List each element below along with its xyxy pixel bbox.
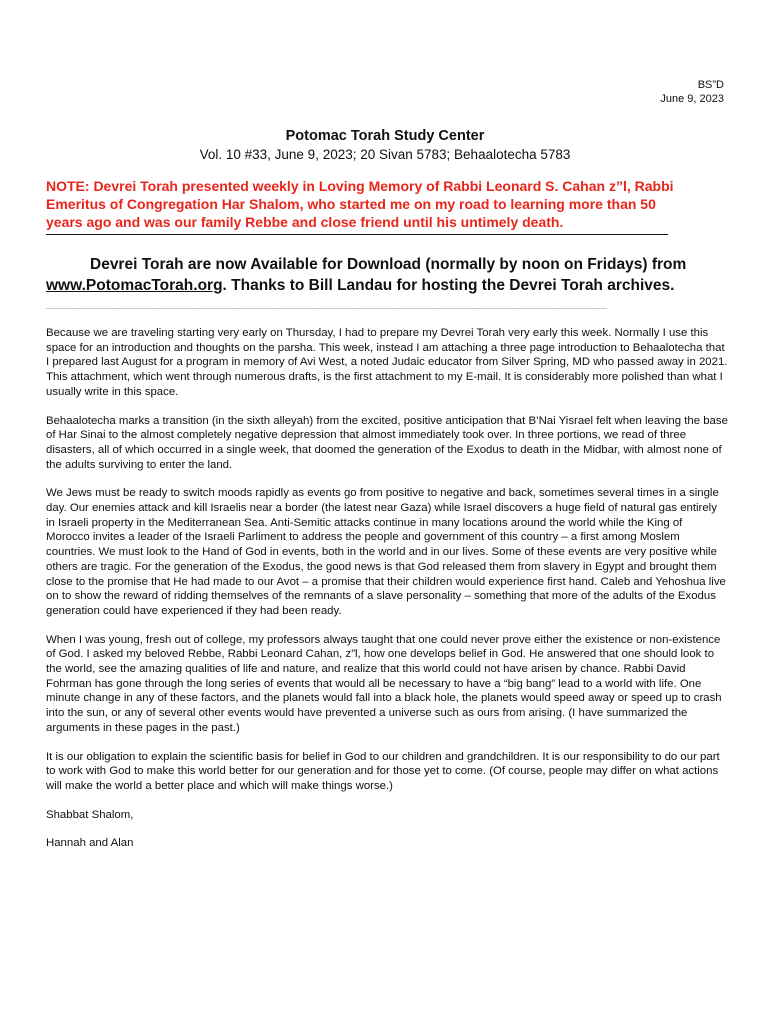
- divider-line: [46, 234, 668, 235]
- website-link[interactable]: www.PotomacTorah.org: [46, 277, 223, 294]
- memorial-note: NOTE: Devrei Torah presented weekly in Loving Memory of Rabbi Leonard S. Cahan z”l, Rabbi Emeritus of Congregation Har Shalom, who started me on my road to learning more than 50 years ago and was our family Rebbe and close friend until his untimely death.: [46, 178, 674, 230]
- paragraph-belief: When I was young, fresh out of college, my professors always taught that one could never prove either the existence or non-existence of God. I asked my beloved Rebbe, Rabbi Leonard Cahan, z”l, how one develops belief in God. He answered that one should look to the world, see the amazing qualities of life and nature, and realize that this world could not have arisen by chance. Rabbi David Fohrman has gone through the long series of events that would all be necessary to have a “big bang” lead to a world with life. One minute change in any of these factors, and the planets would fall into a black hole, the planets would speed away or speed up to crash into the sun, or any of several other events would have prevented a universe such as ours from arising. (I have summarized the arguments in these pages in the past.): [46, 633, 722, 734]
- underscore-divider: ____________________________________________________________________________________: [46, 297, 607, 309]
- page-title: Potomac Torah Study Center: [285, 128, 485, 144]
- paragraph-moods: We Jews must be ready to switch moods rapidly as events go from positive to negative and back, sometimes several times in a single day. Our enemies attack and kill Israelis near a border (the latest near Gaza) while Israel discovers a huge field of natural gas entirely in Israeli property in the Mediterranean Sea. Anti-Semitic attacks continue in many locations around the world while the King of Morocco invites a leader of the Israeli Parliment to address the people and government of this country – a first among Moslem countries. We must look to the Hand of God in events, both in the world and in our lives. Some of these events are very positive while others are tragic. For the generation of the Exodus, the good news is that God released them from slavery in Egypt and brought them close to the promise that He had made to our Avot – a promise that their children would experience first hand. Caleb and Yehoshua live on to show the reward of ridding themselves of the remnants of a slave personality – something that more of the adults of the Exodus generation could have experienced if they had been ready.: [46, 487, 726, 617]
- header-right: [46, 78, 724, 106]
- download-announcement: [46, 254, 724, 296]
- header-date: June 9, 2023: [660, 93, 724, 105]
- paragraph-obligation: It is our obligation to explain the scientific basis for belief in God to our children and grandchildren. It is our responsibility to do our part to work with God to make this world better for our generation and for those yet to come. (Of course, people may differ on what actions will make the world a better place and which will make things worse.): [46, 750, 720, 792]
- bsd-mark: BS”D: [697, 79, 724, 91]
- closing-greeting: Shabbat Shalom,: [46, 808, 134, 821]
- announcement-text-before: Devrei Torah are now Available for Download (normally by noon on Fridays) from: [90, 256, 687, 273]
- title-block: [46, 128, 724, 163]
- issue-subtitle: Vol. 10 #33, June 9, 2023; 20 Sivan 5783; Behaalotecha 5783: [199, 147, 571, 162]
- signature: Hannah and Alan: [46, 837, 134, 850]
- paragraph-intro: Because we are traveling starting very early on Thursday, I had to prepare my Devrei Torah very early this week. Normally I use this space for an introduction and thoughts on the parsha. This week, instead I am attaching a three page introduction to Behaalotecha that I prepared last August for a program in memory of Avi West, a noted Judaic educator from Silver Spring, MD who passed away in 2021. This attachment, which went through numerous drafts, is the first attachment to my E-mail. It is considerably more polished than what I usually write in this space.: [46, 327, 728, 398]
- announcement-text-after: . Thanks to Bill Landau for hosting the Devrei Torah archives.: [222, 277, 675, 294]
- paragraph-behaalotecha: Behaalotecha marks a transition (in the sixth alleyah) from the excited, positive anticipation that B’Nai Yisrael felt when leaving the base of Har Sinai to the almost completely negative depression that almost immediately took over. In three portions, we read of three disasters, all of which occurred in a single week, that doomed the generation of the Exodus to death in the Midbar, with almost none of the adults surviving to enter the land.: [46, 414, 728, 471]
